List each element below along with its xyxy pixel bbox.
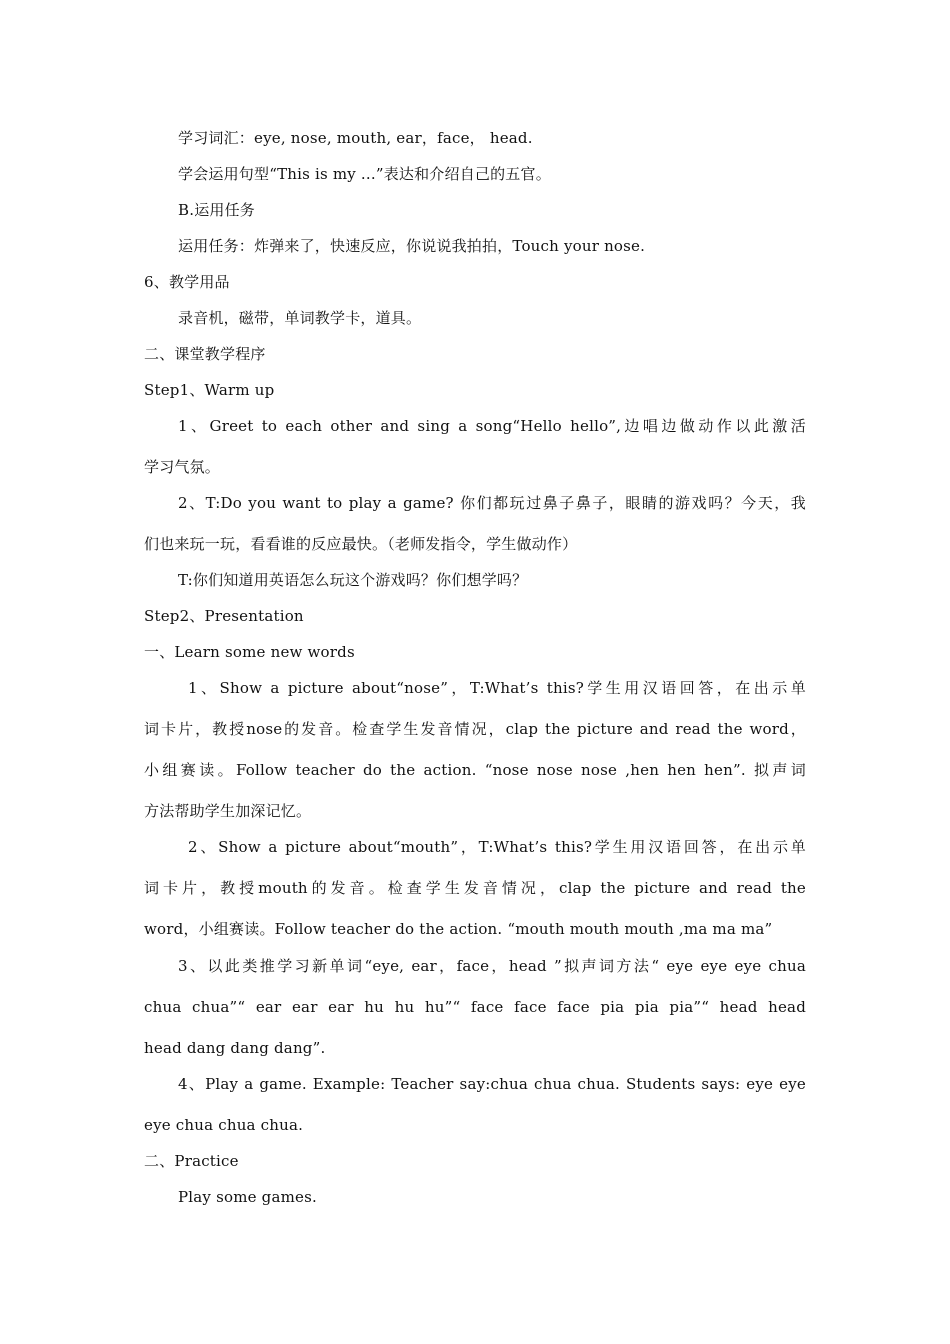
step1-item2-line2: 们也来玩一玩，看看谁的反应最快。（老师发指令，学生做动作） <box>144 535 578 553</box>
mouth-item-line3: word，小组赛读。Follow teacher do the action. “mouth mouth mouth ,ma ma ma” <box>144 920 773 938</box>
nose-item-line2: 词卡片，教授nose的发音。检查学生发音情况，clap the picture and read the word， <box>144 720 806 738</box>
game-item-line1: 4、Play a game. Example: Teacher say:chua chua chua. Students says: eye eye <box>178 1075 806 1093</box>
other-words-line2: chua chua”“ ear ear ear hu hu hu”“ face face face pia pia pia”“ head head <box>144 998 806 1016</box>
procedure-heading: 二、课堂教学程序 <box>144 345 266 363</box>
mouth-item-line2: 词卡片，教授mouth的发音。检查学生发音情况，clap the picture and read the <box>144 879 806 897</box>
sentence-pattern-line: 学会运用句型“This is my ...”表达和介绍自己的五官。 <box>178 165 551 183</box>
step1-item1-line2: 学习气氛。 <box>144 458 221 476</box>
game-item-line2: eye chua chua chua. <box>144 1116 304 1134</box>
nose-item-line1: 1、Show a picture about“nose”，T:What’s this?学生用汉语回答，在出示单 <box>188 679 806 697</box>
materials-line: 录音机，磁带，单词教学卡，道具。 <box>178 309 422 327</box>
new-words-heading: 一、Learn some new words <box>144 643 355 661</box>
step2-heading: Step2、Presentation <box>144 607 304 625</box>
section-b-heading: B.运用任务 <box>178 201 255 219</box>
nose-item-line3: 小组赛读。Follow teacher do the action. “nose nose nose ,hen hen hen”. 拟声词 <box>144 761 806 779</box>
step1-question-line: T:你们知道用英语怎么玩这个游戏吗？你们想学吗？ <box>178 571 528 589</box>
other-words-line1: 3、以此类推学习新单词“eye, ear，face，head ”拟声词方法“ eye eye eye chua <box>178 957 806 975</box>
vocabulary-line: 学习词汇：eye, nose, mouth, ear，face， head. <box>178 129 533 147</box>
mouth-item-line1: 2、Show a picture about“mouth”，T:What’s this?学生用汉语回答，在出示单 <box>188 838 806 856</box>
other-words-line3: head dang dang dang”. <box>144 1039 326 1057</box>
step1-item1-line1: 1、Greet to each other and sing a song“Hello hello”,边唱边做动作以此激活 <box>178 417 806 435</box>
practice-heading: 二、Practice <box>144 1152 239 1170</box>
materials-heading: 6、教学用品 <box>144 273 230 291</box>
step1-item2-line1: 2、T:Do you want to play a game? 你们都玩过鼻子鼻子，眼睛的游戏吗？今天，我 <box>178 494 806 512</box>
nose-item-line4: 方法帮助学生加深记忆。 <box>144 802 312 820</box>
task-line: 运用任务：炸弹来了，快速反应，你说说我拍拍，Touch your nose. <box>178 237 646 255</box>
step1-heading: Step1、Warm up <box>144 381 275 399</box>
practice-line: Play some games. <box>178 1188 317 1206</box>
